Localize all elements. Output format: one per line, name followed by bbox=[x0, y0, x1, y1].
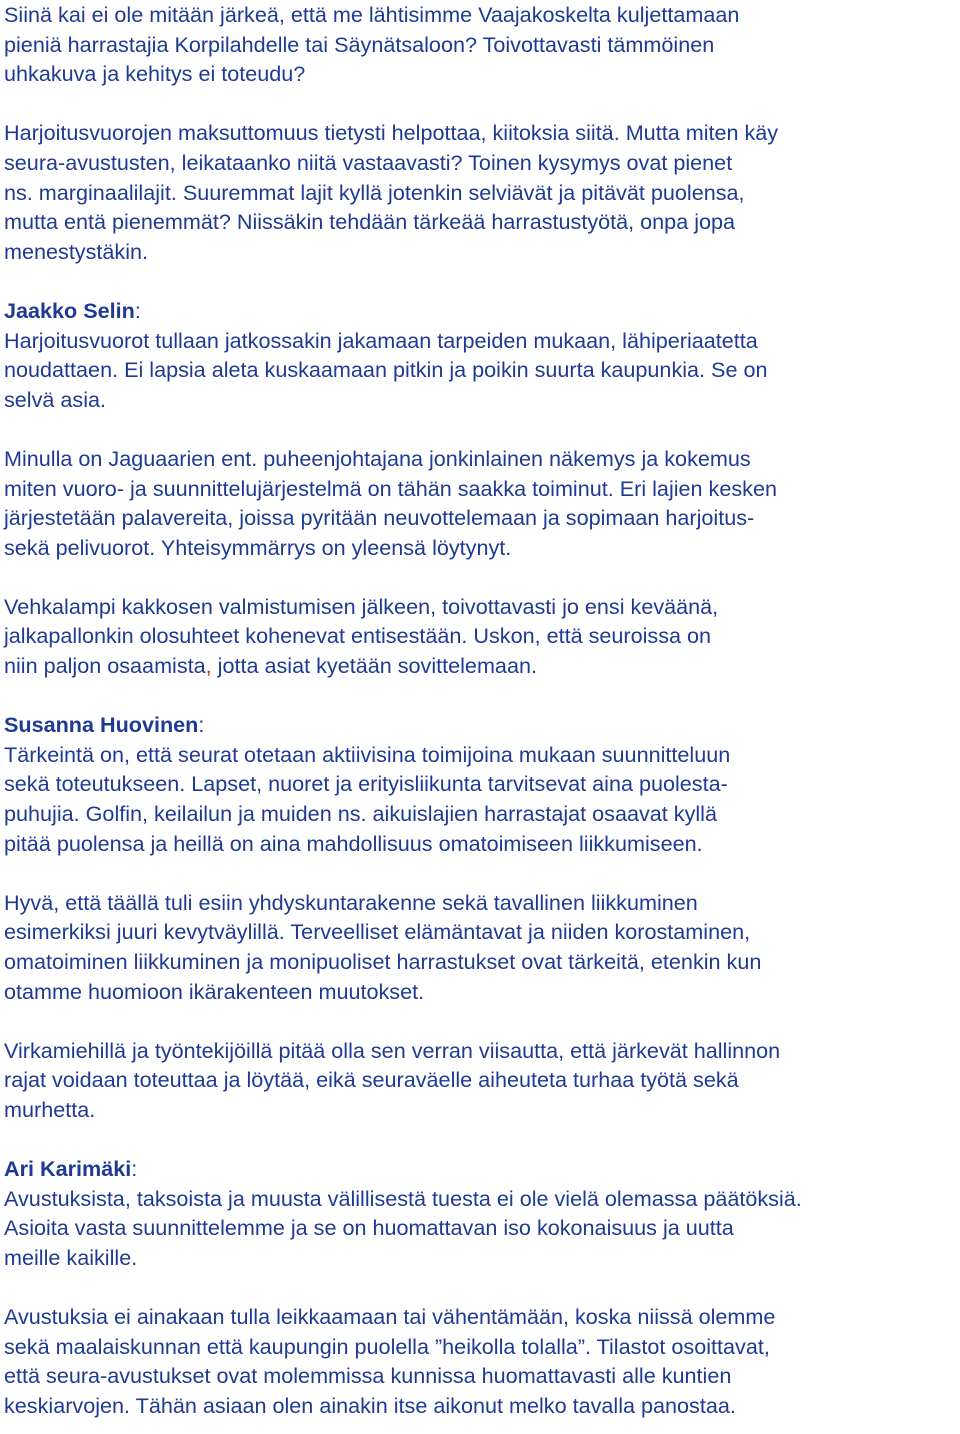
document-body bbox=[4, 0, 960, 1421]
speaker-colon: : bbox=[134, 297, 141, 323]
paragraph-gap bbox=[4, 681, 960, 711]
paragraph-gap bbox=[4, 89, 960, 119]
speaker-answer-jaakko-selin bbox=[4, 326, 960, 415]
paragraph-7-text: Avustuksia ei ainakaan tulla leikkaamaan tai vähentämään, koska niissä olemme sekä maalaiskunnan että kaupungin puolella ”heikolla tolalla”. Tilastot osoittavat, että seura-avustukset ovat molemmissa kunnissa huomattavasti alle kuntien keskiarvojen. Tähän asiaan olen ainakin itse aikonut melko tavalla panostaa. bbox=[4, 1304, 776, 1418]
speaker-heading-jaakko-selin bbox=[4, 296, 960, 326]
speaker-colon: : bbox=[131, 1156, 138, 1182]
speaker-name: Susanna Huovinen bbox=[4, 712, 199, 738]
paragraph-1 bbox=[4, 0, 960, 89]
speaker-name: Ari Karimäki bbox=[4, 1156, 132, 1182]
paragraph-gap bbox=[4, 858, 960, 888]
paragraph-1-text: Siinä kai ei ole mitään järkeä, että me lähtisimme Vaajakoskelta kuljettamaan pieniä harrastajia Korpilahdelle tai Säynätsaloon? Toivottavasti tämmöinen uhkakuva ja kehitys ei toteudu? bbox=[4, 2, 740, 87]
speaker-heading-ari-karimaki bbox=[4, 1154, 960, 1184]
paragraph-3-text: Minulla on Jaguaarien ent. puheenjohtajana jonkinlainen näkemys ja kokemus miten vuoro- ja suunnittelujärjestelmä on tähän saakka toiminut. Eri lajien kesken järjestetään palavereita, joissa pyritään neuvottelemaan ja sopimaan harjoitus- sekä pelivuorot. Yhteisymmärrys on yleensä löytynyt. bbox=[4, 445, 777, 560]
speaker-colon: : bbox=[198, 712, 205, 738]
speaker-answer-ari-karimaki bbox=[4, 1184, 960, 1273]
paragraph-2-text: Harjoitusvuorojen maksuttomuus tietysti helpottaa, kiitoksia siitä. Mutta miten käy seura-avustusten, leikataanko niitä vastaavasti? Toinen kysymys ovat pienet ns. marginaalilajit. Suuremmat lajit kyllä jotenkin selviävät ja pitävät puolensa, mutta entä pienemmät? Niissäkin tehdään tärkeää harrastustyötä, onpa jopa menestystäkin. bbox=[4, 120, 779, 264]
paragraph-4-text: Vehkalampi kakkosen valmistumisen jälkeen, toivottavasti jo ensi keväänä, jalkapallonkin olosuhteet kohenevat entisestään. Uskon, että seuroissa on niin paljon osaamista bbox=[4, 593, 719, 679]
paragraph-6-text: Virkamiehillä ja työntekijöillä pitää olla sen verran viisautta, että järkevät hallinnon rajat voidaan toteuttaa ja löytää, eikä seuraväelle aiheuteta turhaa työtä sekä murhetta. bbox=[4, 1037, 781, 1122]
paragraph-2 bbox=[4, 118, 960, 266]
paragraph-3 bbox=[4, 444, 960, 562]
paragraph-gap bbox=[4, 266, 960, 296]
paragraph-gap bbox=[4, 1125, 960, 1155]
speaker-answer-susanna-huovinen bbox=[4, 740, 960, 858]
paragraph-6 bbox=[4, 1036, 960, 1125]
paragraph-7 bbox=[4, 1302, 960, 1420]
paragraph-gap bbox=[4, 414, 960, 444]
paragraph-gap bbox=[4, 1006, 960, 1036]
paragraph-4-tail: jotta asiat kyetään sovittelemaan. bbox=[211, 653, 537, 679]
paragraph-5 bbox=[4, 888, 960, 1006]
paragraph-5-text: Hyvä, että täällä tuli esiin yhdyskuntarakenne sekä tavallinen liikkuminen esimerkiksi juuri kevytväylillä. Terveelliset elämäntavat ja niiden korostaminen, omatoiminen liikkuminen ja monipuoliset harrastukset ovat tärkeitä, etenkin kun otamme huomioon ikärakenteen muutokset. bbox=[4, 889, 762, 1004]
paragraph-gap bbox=[4, 562, 960, 592]
speaker-answer-text: Avustuksista, taksoista ja muusta välillisestä tuesta ei ole vielä olemassa päätöksiä. Asioita vasta suunnittelemme ja se on huomattavan iso kokonaisuus ja uutta meille kaikille. bbox=[4, 1185, 802, 1270]
paragraph-4 bbox=[4, 592, 960, 681]
speaker-heading-susanna-huovinen bbox=[4, 710, 960, 740]
paragraph-gap bbox=[4, 1273, 960, 1303]
speaker-answer-text: Harjoitusvuorot tullaan jatkossakin jakamaan tarpeiden mukaan, lähiperiaatetta noudattaen. Ei lapsia aleta kuskaamaan pitkin ja poikin suurta kaupunkia. Se on selvä asia. bbox=[4, 327, 768, 412]
red-comma-mark: , bbox=[205, 653, 212, 679]
speaker-answer-text: Tärkeintä on, että seurat otetaan aktiivisina toimijoina mukaan suunnitteluun sekä toteutukseen. Lapset, nuoret ja erityisliikunta tarvitsevat aina puolesta- puhujia. Golfin, keilailun ja muiden ns. aikuislajien harrastajat osaavat kyllä pitää puolensa ja heillä on aina mahdollisuus omatoimiseen liikkumiseen. bbox=[4, 741, 731, 856]
speaker-name: Jaakko Selin bbox=[4, 297, 135, 323]
